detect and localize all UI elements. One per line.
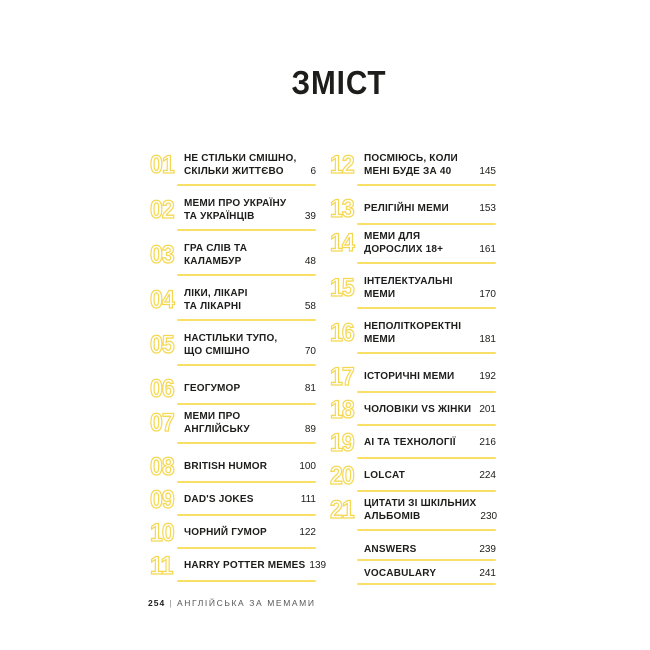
chapter-title bbox=[364, 275, 475, 301]
toc-item bbox=[330, 152, 496, 186]
toc-item bbox=[150, 518, 316, 549]
chapter-title bbox=[364, 469, 475, 482]
toc-item bbox=[330, 230, 496, 264]
chapter-text-wrap bbox=[184, 526, 316, 539]
chapter-title-line: ІНТЕЛЕКТУАЛЬНІ bbox=[364, 276, 453, 287]
chapter-number: 10 bbox=[150, 518, 174, 547]
chapter-title bbox=[184, 493, 297, 506]
chapter-page-number: 153 bbox=[479, 203, 496, 214]
toc-item-row bbox=[330, 542, 496, 556]
chapter-title-line: НЕ СТІЛЬКИ СМІШНО, bbox=[184, 153, 297, 164]
chapter-page-number: 239 bbox=[479, 543, 496, 555]
chapter-title bbox=[364, 497, 476, 523]
divider-line bbox=[357, 583, 496, 585]
chapter-title bbox=[364, 370, 475, 383]
chapter-title bbox=[364, 320, 475, 346]
toc-item bbox=[330, 275, 496, 309]
toc-item-row bbox=[150, 197, 316, 223]
chapter-title bbox=[184, 242, 301, 268]
chapter-title-line: МЕМИ ПРО УКРАЇНУ bbox=[184, 198, 287, 209]
divider-line bbox=[357, 529, 496, 531]
chapter-page-number: 201 bbox=[479, 404, 496, 415]
chapter-title-line: LOLCAT bbox=[364, 470, 406, 481]
toc-item bbox=[330, 395, 496, 426]
toc-item-row bbox=[150, 374, 316, 403]
chapter-title bbox=[364, 152, 475, 178]
chapter-title bbox=[364, 567, 475, 580]
chapter-title bbox=[184, 382, 301, 395]
chapter-text-wrap bbox=[364, 567, 496, 580]
toc-item bbox=[330, 428, 496, 459]
chapter-title-line: МЕНІ БУДЕ ЗА 40 bbox=[364, 166, 452, 177]
chapter-page-number: 192 bbox=[479, 371, 496, 382]
chapter-title-line: ГРА СЛІВ ТА bbox=[184, 243, 248, 254]
toc-item bbox=[330, 194, 496, 225]
divider-line bbox=[357, 457, 496, 459]
chapter-text-wrap bbox=[364, 469, 496, 482]
divider-line bbox=[177, 364, 316, 366]
chapter-title-line: ЧОРНИЙ ГУМОР bbox=[184, 527, 267, 538]
divider-line bbox=[177, 184, 316, 186]
toc-item bbox=[150, 242, 316, 276]
toc-item-row bbox=[330, 395, 496, 424]
chapter-title-line: МЕМИ ДЛЯ bbox=[364, 231, 421, 242]
footer-page-number: 254 bbox=[148, 598, 166, 608]
chapter-title-line: СКІЛЬКИ ЖИТТЄВО bbox=[184, 166, 284, 177]
toc-item bbox=[330, 497, 496, 531]
divider-line bbox=[357, 490, 496, 492]
chapter-title bbox=[184, 526, 295, 539]
chapter-page-number: 39 bbox=[304, 211, 316, 222]
chapter-text-wrap bbox=[364, 152, 496, 178]
chapter-page-number: 224 bbox=[479, 470, 496, 481]
toc-item bbox=[150, 197, 316, 231]
toc-item bbox=[330, 542, 496, 561]
chapter-number: 14 bbox=[330, 229, 354, 257]
page-title: ЗМІСТ bbox=[291, 64, 387, 101]
chapter-page-number: 48 bbox=[304, 256, 316, 267]
toc-item bbox=[330, 320, 496, 354]
chapter-text-wrap bbox=[364, 543, 496, 556]
chapter-title-line: КАЛАМБУР bbox=[184, 256, 242, 267]
toc-item-row bbox=[330, 566, 496, 580]
chapter-title-line: ПОСМІЮСЬ, КОЛИ bbox=[364, 153, 458, 164]
chapter-title-line: НЕПОЛІТКОРЕКТНІ bbox=[364, 321, 462, 332]
chapter-title bbox=[184, 287, 301, 313]
divider-line bbox=[177, 229, 316, 231]
toc-item bbox=[150, 152, 316, 186]
chapter-number: 15 bbox=[330, 274, 354, 302]
chapter-text-wrap bbox=[184, 460, 316, 473]
toc-item-row bbox=[150, 452, 316, 481]
toc-item bbox=[330, 461, 496, 492]
toc-item bbox=[330, 566, 496, 585]
toc-item bbox=[150, 551, 327, 582]
chapter-page-number: 122 bbox=[299, 527, 316, 538]
toc-item-row bbox=[150, 485, 316, 514]
toc-item-row bbox=[330, 461, 496, 490]
toc-item-row bbox=[330, 497, 496, 523]
chapter-title-line: ТА ЛІКАРНІ bbox=[184, 301, 242, 312]
chapter-title-line: МЕМИ bbox=[364, 334, 396, 345]
toc-item-row bbox=[150, 287, 316, 313]
chapter-title bbox=[184, 559, 305, 572]
chapter-title-line: HARRY POTTER MEMES bbox=[184, 560, 306, 571]
chapter-number: 11 bbox=[150, 551, 173, 580]
chapter-title bbox=[184, 460, 295, 473]
divider-line bbox=[177, 319, 316, 321]
chapter-page-number: 161 bbox=[479, 244, 496, 255]
chapter-text-wrap bbox=[364, 497, 496, 523]
divider-line bbox=[357, 352, 496, 354]
chapter-page-number: 70 bbox=[304, 346, 316, 357]
chapter-title-line: ЦИТАТИ ЗІ ШКІЛЬНИХ bbox=[364, 498, 477, 509]
chapter-number: 05 bbox=[150, 331, 174, 359]
chapter-page-number: 145 bbox=[479, 166, 496, 177]
chapter-title bbox=[184, 197, 301, 223]
chapter-title-line: ЩО СМІШНО bbox=[184, 346, 250, 357]
chapter-title-line: МЕМИ bbox=[364, 289, 396, 300]
toc-item-row bbox=[330, 230, 496, 256]
toc-item-row bbox=[330, 428, 496, 457]
chapter-page-number: 111 bbox=[300, 494, 316, 505]
divider-line bbox=[177, 547, 316, 549]
chapter-title bbox=[184, 410, 301, 436]
chapter-text-wrap bbox=[184, 287, 316, 313]
chapter-title bbox=[364, 230, 475, 256]
chapter-title-line: ДОРОСЛИХ 18+ bbox=[364, 244, 444, 255]
chapter-title bbox=[184, 332, 301, 358]
toc-item-row bbox=[150, 242, 316, 268]
chapter-title-line: АЛЬБОМІВ bbox=[364, 511, 421, 522]
chapter-number: 21 bbox=[330, 496, 354, 524]
chapter-title-line: ЧОЛОВІКИ VS ЖІНКИ bbox=[364, 404, 472, 415]
chapter-title-line: VOCABULARY bbox=[364, 567, 437, 579]
chapter-number: 08 bbox=[150, 452, 174, 481]
toc-item-row bbox=[330, 362, 496, 391]
chapter-text-wrap bbox=[184, 559, 327, 572]
footer-book-title: АНГЛІЙСЬКА ЗА МЕМАМИ bbox=[177, 598, 316, 608]
chapter-page-number: 230 bbox=[480, 511, 498, 522]
divider-line bbox=[357, 307, 496, 309]
chapter-page-number: 81 bbox=[304, 383, 316, 394]
toc-item bbox=[150, 485, 316, 516]
chapter-title-line: ІСТОРИЧНІ МЕМИ bbox=[364, 371, 455, 382]
chapter-text-wrap bbox=[184, 410, 316, 436]
chapter-number: 03 bbox=[150, 241, 174, 269]
chapter-number: 13 bbox=[330, 194, 354, 223]
chapter-page-number: 170 bbox=[479, 289, 496, 300]
chapter-text-wrap bbox=[184, 152, 316, 178]
toc-columns bbox=[150, 152, 496, 590]
toc-item-row bbox=[150, 518, 316, 547]
chapter-number: 09 bbox=[150, 485, 174, 514]
chapter-title-line: ГЕОГУМОР bbox=[184, 383, 241, 394]
toc-item-row bbox=[330, 194, 496, 223]
chapter-text-wrap bbox=[184, 242, 316, 268]
chapter-title-line: ЛІКИ, ЛІКАРІ bbox=[184, 288, 248, 299]
chapter-number: 17 bbox=[330, 362, 354, 391]
chapter-page-number: 58 bbox=[304, 301, 316, 312]
chapter-page-number: 216 bbox=[479, 437, 496, 448]
chapter-title-line: МЕМИ ПРО bbox=[184, 411, 241, 422]
footer-separator: | bbox=[169, 598, 173, 608]
toc-item bbox=[150, 332, 316, 366]
chapter-title-line: AI ТА ТЕХНОЛОГІЇ bbox=[364, 437, 456, 448]
chapter-number: 20 bbox=[330, 461, 354, 490]
toc-column-right bbox=[330, 152, 496, 590]
chapter-number: 07 bbox=[150, 409, 174, 437]
chapter-text-wrap bbox=[364, 275, 496, 301]
toc-item-row bbox=[330, 320, 496, 346]
chapter-page-number: 139 bbox=[309, 560, 327, 571]
chapter-text-wrap bbox=[184, 332, 316, 358]
chapter-number: 18 bbox=[330, 395, 354, 424]
chapter-title-line: BRITISH HUMOR bbox=[184, 461, 268, 472]
toc-item bbox=[150, 287, 316, 321]
toc-item-row bbox=[150, 152, 316, 178]
divider-line bbox=[177, 481, 316, 483]
chapter-text-wrap bbox=[364, 320, 496, 346]
chapter-title-line: АНГЛІЙСЬКУ bbox=[184, 424, 250, 435]
chapter-title bbox=[364, 202, 475, 215]
chapter-number: 01 bbox=[150, 151, 174, 179]
chapter-number: 12 bbox=[330, 151, 354, 179]
toc-item-row bbox=[330, 275, 496, 301]
toc-item-row bbox=[150, 410, 316, 436]
chapter-number: 19 bbox=[330, 428, 354, 457]
chapter-title-line: ANSWERS bbox=[364, 543, 417, 555]
page-footer bbox=[148, 598, 316, 608]
divider-line bbox=[177, 580, 316, 582]
toc-item bbox=[150, 410, 316, 444]
chapter-text-wrap bbox=[184, 197, 316, 223]
chapter-text-wrap bbox=[364, 230, 496, 256]
toc-item-row bbox=[150, 551, 327, 580]
divider-line bbox=[177, 442, 316, 444]
chapter-number: 16 bbox=[330, 319, 354, 347]
toc-item-row bbox=[330, 152, 496, 178]
divider-line bbox=[357, 391, 496, 393]
chapter-text-wrap bbox=[364, 436, 496, 449]
toc-item bbox=[150, 452, 316, 483]
chapter-page-number: 241 bbox=[479, 567, 496, 579]
divider-line bbox=[357, 424, 496, 426]
toc-column-left bbox=[150, 151, 327, 590]
chapter-page-number: 100 bbox=[299, 461, 316, 472]
chapter-text-wrap bbox=[184, 493, 316, 506]
chapter-page-number: 89 bbox=[304, 424, 316, 435]
divider-line bbox=[357, 184, 496, 186]
divider-line bbox=[357, 223, 496, 225]
divider-line bbox=[177, 514, 316, 516]
chapter-number: 04 bbox=[150, 286, 174, 314]
divider-line bbox=[357, 262, 496, 264]
chapter-title-line: НАСТІЛЬКИ ТУПО, bbox=[184, 333, 278, 344]
chapter-page-number: 181 bbox=[479, 334, 496, 345]
chapter-title-line: РЕЛІГІЙНІ МЕМИ bbox=[364, 203, 449, 214]
chapter-title-line: ТА УКРАЇНЦІВ bbox=[184, 211, 255, 222]
toc-item bbox=[150, 374, 316, 405]
chapter-title-line: DAD'S JOKES bbox=[184, 494, 254, 505]
chapter-title bbox=[364, 436, 475, 449]
chapter-text-wrap bbox=[364, 202, 496, 215]
chapter-title bbox=[184, 152, 306, 178]
divider-line bbox=[177, 403, 316, 405]
chapter-title bbox=[364, 403, 475, 416]
toc-item-row bbox=[150, 332, 316, 358]
divider-line bbox=[177, 274, 316, 276]
chapter-text-wrap bbox=[364, 403, 496, 416]
chapter-title bbox=[364, 543, 475, 556]
divider-line bbox=[357, 559, 496, 561]
chapter-text-wrap bbox=[364, 370, 496, 383]
toc-item bbox=[330, 362, 496, 393]
chapter-number: 06 bbox=[150, 374, 174, 403]
chapter-number: 02 bbox=[150, 196, 174, 224]
chapter-text-wrap bbox=[184, 382, 316, 395]
chapter-page-number: 6 bbox=[310, 166, 316, 177]
